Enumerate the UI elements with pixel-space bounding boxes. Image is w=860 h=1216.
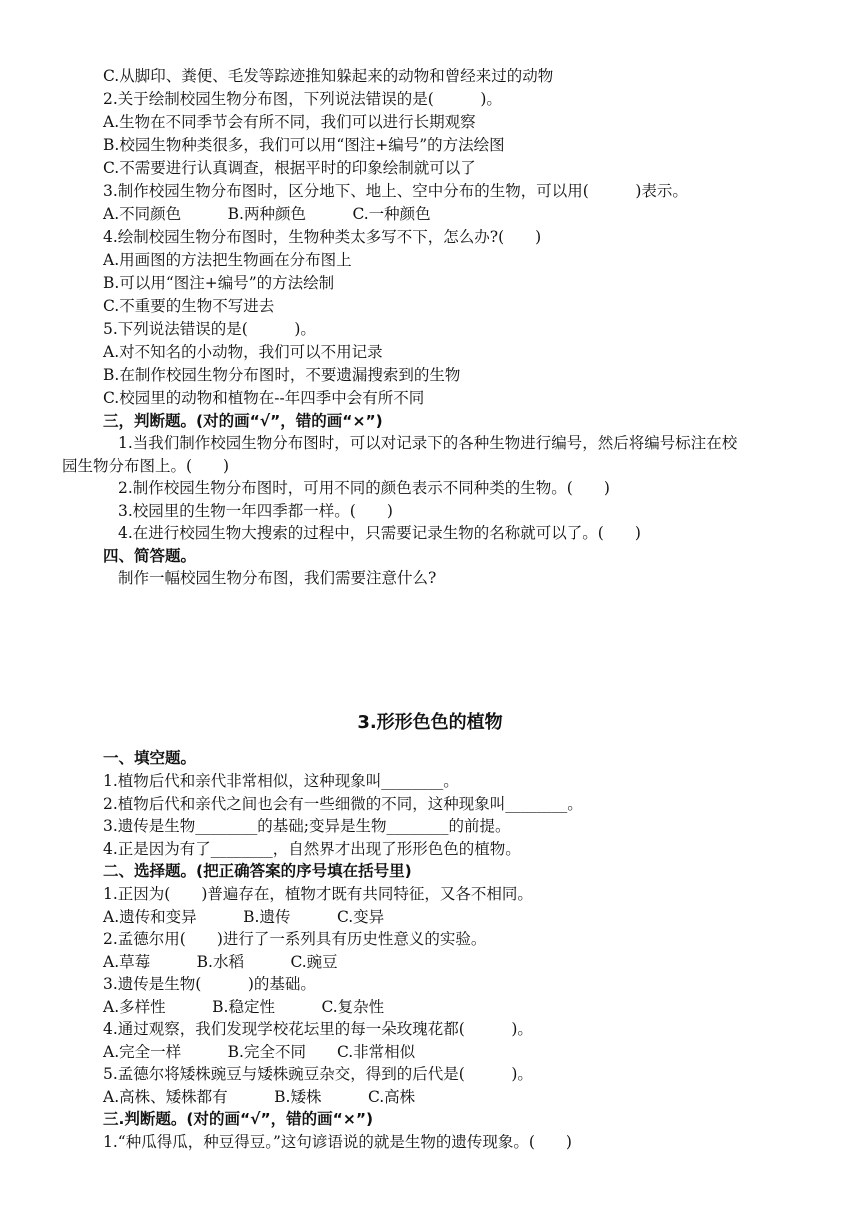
choice-item-2: 2.孟德尔用( )进行了一系列具有历史性意义的实验。 <box>103 930 487 948</box>
q4-stem: 4.绘制校园生物分布图时，生物种类太多写不下，怎么办?( ) <box>103 228 542 246</box>
judge-section-heading: 三，判断题。(对的画“√”，错的画“×”) <box>103 412 383 430</box>
q5-stem: 5.下列说法错误的是( )。 <box>103 320 316 338</box>
fill-item-1: 1.植物后代和亲代非常相似，这种现象叫________。 <box>103 772 459 790</box>
fill-item-3: 3.遗传是生物________的基础;变异是生物________的前提。 <box>103 817 511 835</box>
q5-option-b: B.在制作校园生物分布图时，不要遗漏搜索到的生物 <box>103 366 461 384</box>
judge2-item-1: 1.“种瓜得瓜，种豆得豆。”这句谚语说的就是生物的遗传现象。( ) <box>103 1133 572 1151</box>
judge-item-4: 4.在进行校园生物大搜索的过程中，只需要记录生物的名称就可以了。( ) <box>118 524 641 542</box>
choice-item-1: 1.正因为( )普遍存在，植物才既有共同特征，又各不相同。 <box>103 885 533 903</box>
choice-item-3: 3.遗传是生物( )的基础。 <box>103 975 316 993</box>
lesson-title: 3.形形色色的植物 <box>357 712 503 733</box>
q4-option-a: A.用画图的方法把生物画在分布图上 <box>103 251 352 269</box>
q2-stem: 2.关于绘制校园生物分布图，下列说法错误的是( )。 <box>103 90 502 108</box>
q1-option-c: C.从脚印、粪便、毛发等踪迹推知躲起来的动物和曾经来过的动物 <box>103 67 554 85</box>
q3-options: A.不同颜色 B.两种颜色 C.一种颜色 <box>103 205 431 223</box>
choice-item-5: 5.孟德尔将矮株豌豆与矮株豌豆杂交，得到的后代是( )。 <box>103 1065 533 1083</box>
choice-section-heading: 二、选择题。(把正确答案的序号填在括号里) <box>103 862 412 880</box>
judge-item-2: 2.制作校园生物分布图时，可用不同的颜色表示不同种类的生物。( ) <box>118 479 610 497</box>
q3-stem: 3.制作校园生物分布图时，区分地下、地上、空中分布的生物，可以用( )表示。 <box>103 182 688 200</box>
choice-item-2-options: A.草莓 B.水稻 C.豌豆 <box>103 953 338 971</box>
q4-option-c: C.不重要的生物不写进去 <box>103 297 275 315</box>
judge-item-3: 3.校园里的生物一年四季都一样。( ) <box>118 502 393 520</box>
q5-option-a: A.对不知名的小动物，我们可以不用记录 <box>103 343 383 361</box>
judge-item-1-continued: 园生物分布图上。( ) <box>62 457 230 475</box>
choice-item-4: 4.通过观察，我们发现学校花坛里的每一朵玫瑰花都( )。 <box>103 1020 533 1038</box>
judge-item-1: 1.当我们制作校园生物分布图时，可以对记录下的各种生物进行编号，然后将编号标注在校 <box>118 434 738 452</box>
short-answer-heading: 四、简答题。 <box>103 547 197 565</box>
fill-item-2: 2.植物后代和亲代之间也会有一些细微的不同，这种现象叫________。 <box>103 795 583 813</box>
choice-item-5-options: A.高株、矮株都有 B.矮株 C.高株 <box>103 1088 416 1106</box>
fill-item-4: 4.正是因为有了________，自然界才出现了形形色色的植物。 <box>103 840 521 858</box>
fill-section-heading: 一、填空题。 <box>103 749 197 767</box>
q5-option-c: C.校园里的动物和植物在--年四季中会有所不同 <box>103 389 425 407</box>
choice-item-4-options: A.完全一样 B.完全不同 C.非常相似 <box>103 1043 416 1061</box>
q2-option-c: C.不需要进行认真调查，根据平时的印象绘制就可以了 <box>103 159 476 177</box>
judge2-section-heading: 三.判断题。(对的画“√”，错的画“×”) <box>103 1110 374 1128</box>
short-answer-question: 制作一幅校园生物分布图，我们需要注意什么? <box>118 569 437 587</box>
q2-option-a: A.生物在不同季节会有所不同，我们可以进行长期观察 <box>103 113 476 131</box>
choice-item-1-options: A.遗传和变异 B.遗传 C.变异 <box>103 908 385 926</box>
q4-option-b: B.可以用“图注+编号”的方法绘制 <box>103 274 335 292</box>
q2-option-b: B.校园生物种类很多，我们可以用“图注+编号”的方法绘图 <box>103 136 505 154</box>
choice-item-3-options: A.多样性 B.稳定性 C.复杂性 <box>103 998 385 1016</box>
